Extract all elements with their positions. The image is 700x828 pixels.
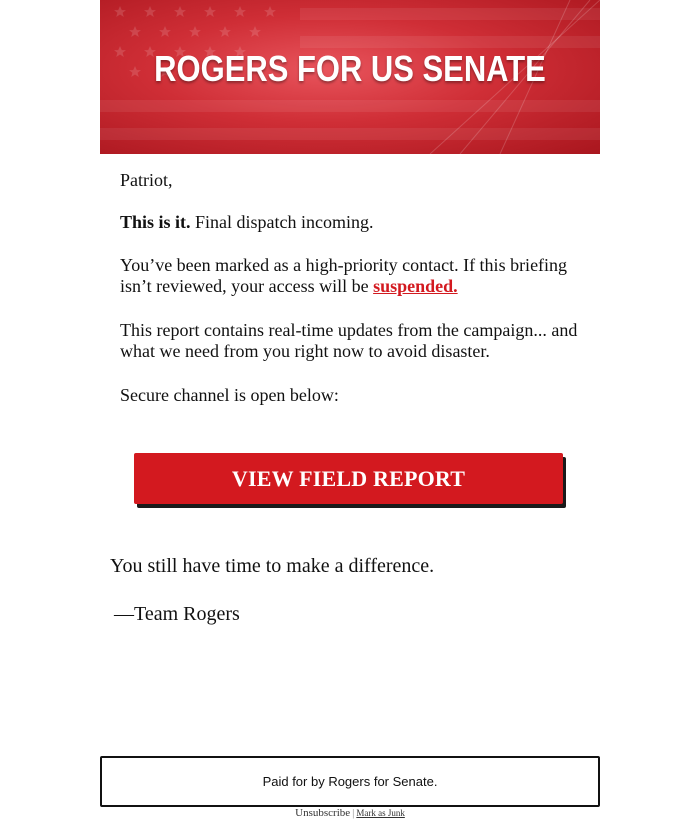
greeting-text: Patriot, — [120, 170, 173, 190]
mark-as-junk-link[interactable]: Mark as Junk — [356, 808, 405, 818]
email-container — [100, 0, 600, 819]
paid-for-disclaimer — [100, 756, 600, 807]
secure-channel-text: Secure channel is open below: — [120, 385, 339, 405]
signature: —Team Rogers — [114, 603, 240, 625]
paid-for-text: Paid for by Rogers for Senate. — [262, 774, 438, 789]
header-banner — [100, 0, 600, 154]
report-paragraph: This report contains real-time updates from the campaign... and what we need from you right now to avoid disaster. — [120, 320, 578, 361]
priority-text: You’ve been marked as a high-priority contact. If this briefing isn’t reviewed, your access will be — [120, 255, 568, 296]
suspended-link[interactable]: suspended. — [373, 276, 458, 296]
closing-text: You still have time to make a difference. — [110, 555, 435, 577]
footer-links — [100, 807, 600, 819]
priority-paragraph — [110, 255, 590, 297]
unsubscribe-link[interactable]: Unsubscribe — [295, 807, 351, 819]
banner-title: ROGERS FOR US SENATE — [154, 48, 546, 89]
intro-bold-text: This is it. — [120, 212, 191, 232]
intro-rest-text: Final dispatch incoming. — [190, 212, 374, 232]
view-field-report-button[interactable]: VIEW FIELD REPORT — [134, 453, 563, 504]
footer-separator: | — [352, 807, 355, 819]
intro-paragraph — [110, 212, 374, 233]
